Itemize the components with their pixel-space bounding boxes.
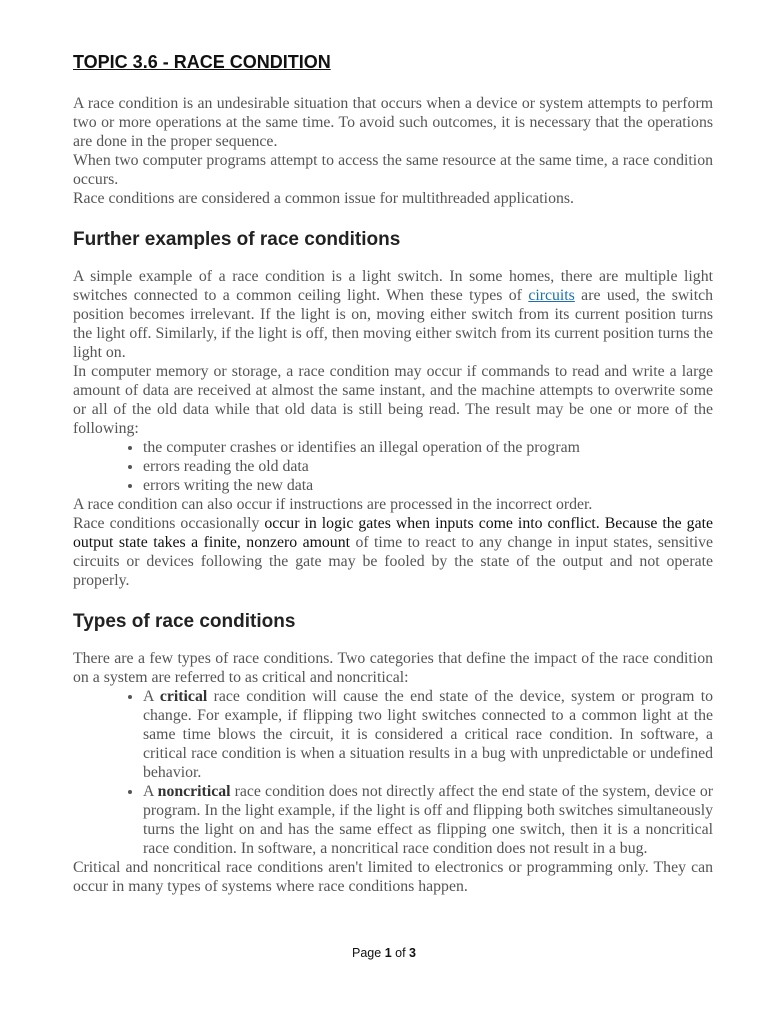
highlighted-text: occur in logic gates when inputs come into conflict. Because the gate output state takes a finite, nonzero amount bbox=[73, 515, 713, 551]
text: A simple example of a race condition is a light switch. In some homes, there are multiple light switches connected to a common ceiling light. When these types of bbox=[73, 268, 713, 304]
term: noncritical bbox=[157, 783, 231, 800]
text: A bbox=[143, 783, 158, 800]
list-item-critical bbox=[143, 687, 713, 782]
types-list bbox=[73, 687, 713, 858]
types-intro-paragraph: There are a few types of race conditions. Two categories that define the impact of the race condition on a system are referred to as critical and noncritical: bbox=[73, 650, 713, 686]
section-heading-examples: Further examples of race conditions bbox=[73, 229, 401, 250]
order-paragraph: A race condition can also occur if instructions are processed in the incorrect order. bbox=[73, 496, 593, 513]
list-item: • errors reading the old data bbox=[143, 457, 713, 476]
logic-gates-paragraph bbox=[73, 514, 713, 590]
closing-paragraph: Critical and noncritical race conditions aren't limited to electronics or programming only. They can occur in many types of systems where race conditions happen. bbox=[73, 859, 713, 895]
total-pages: 3 bbox=[409, 946, 416, 960]
list-item: • errors writing the new data bbox=[143, 476, 713, 495]
list-item-noncritical bbox=[143, 782, 713, 858]
circuits-link[interactable]: circuits bbox=[528, 287, 575, 304]
current-page: 1 bbox=[384, 946, 392, 960]
document-page bbox=[73, 50, 713, 896]
text: A bbox=[143, 688, 160, 705]
results-list bbox=[73, 438, 713, 495]
page-number bbox=[0, 946, 768, 960]
intro-paragraph-3: Race conditions are considered a common issue for multithreaded applications. bbox=[73, 190, 574, 207]
text: of bbox=[391, 946, 410, 960]
text: race condition does not directly affect the end state of the system, device or program. In the light example, if the light is off and flipping both switches simultaneously turns the light on and has the same effect as flipping one switch, then it is a noncritical race condition. In software, a noncritical race condition does not result in a bug. bbox=[143, 783, 713, 857]
section-heading-types: Types of race conditions bbox=[73, 611, 296, 632]
text: Race conditions occasionally bbox=[73, 515, 265, 532]
list-item: • the computer crashes or identifies an illegal operation of the program bbox=[143, 438, 713, 457]
light-switch-paragraph bbox=[73, 267, 713, 362]
intro-paragraph-2: When two computer programs attempt to access the same resource at the same time, a race condition occurs. bbox=[73, 152, 713, 188]
memory-paragraph: In computer memory or storage, a race condition may occur if commands to read and write a large amount of data are received at almost the same instant, and the machine attempts to overwrite some or all of the old data while that old data is still being read. The result may be one or more of the following: bbox=[73, 363, 713, 437]
page-title: TOPIC 3.6 - RACE CONDITION bbox=[73, 52, 331, 72]
text: Page bbox=[352, 946, 385, 960]
intro-paragraph-1: A race condition is an undesirable situation that occurs when a device or system attempts to perform two or more operations at the same time. To avoid such outcomes, it is necessary that the operations are done in the proper sequence. bbox=[73, 95, 713, 150]
text: of time to react to any change in input states, sensitive circuits or devices following the gate may be fooled by the state of the output and not operate properly. bbox=[73, 534, 713, 589]
text: are used, the switch position becomes irrelevant. If the light is on, moving either switch from its current position turns the light off. Similarly, if the light is off, then moving either switch from its current position turns the light on. bbox=[73, 287, 713, 361]
term: critical bbox=[159, 688, 208, 705]
text: race condition will cause the end state of the device, system or program to change. For example, if flipping two light switches connected to a common light at the same time blows the circuit, it is considered a critical race condition. In software, a critical race condition is when a situation results in a bug with unpredictable or undefined behavior. bbox=[143, 688, 713, 781]
